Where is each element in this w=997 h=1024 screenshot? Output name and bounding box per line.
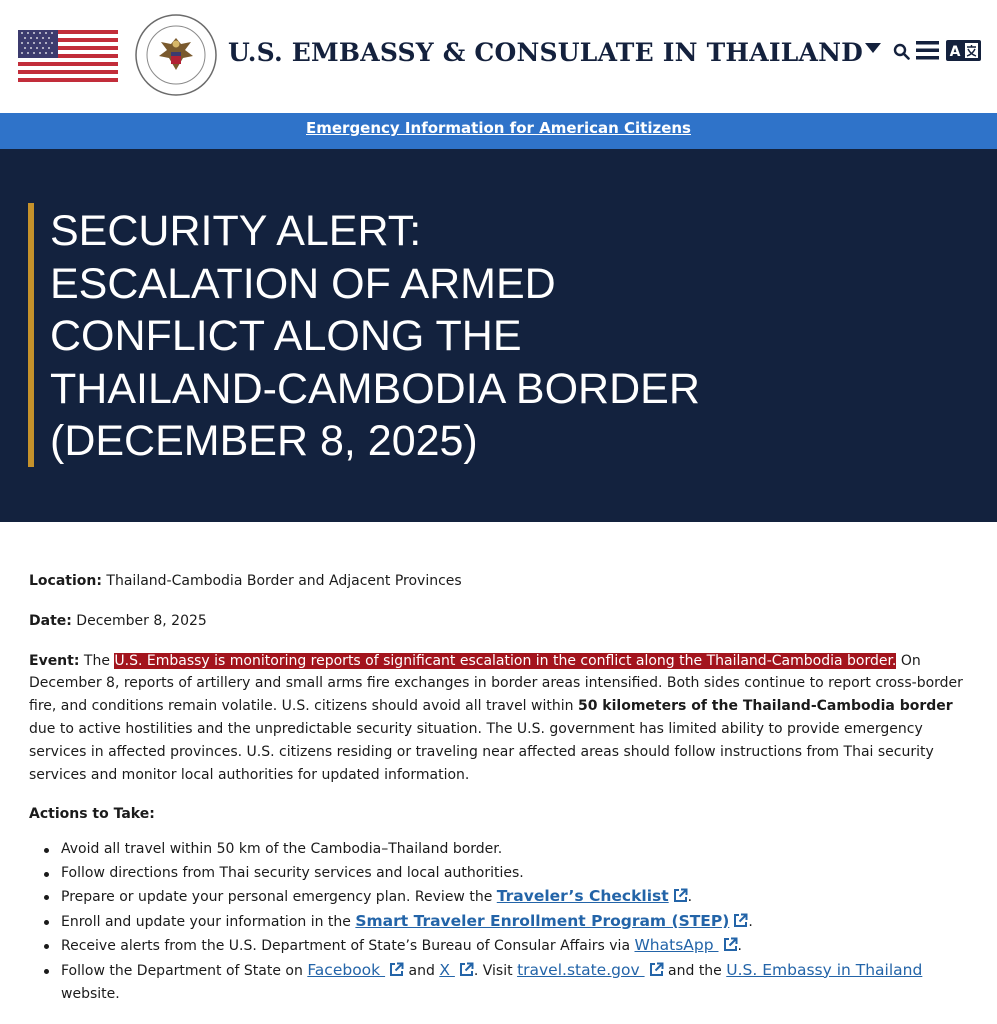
page-title xyxy=(50,205,950,468)
title-line: ESCALATION OF ARMED xyxy=(50,259,556,308)
list-item xyxy=(43,885,974,910)
action-end: . xyxy=(737,938,742,955)
bullet-icon xyxy=(44,969,49,974)
action-visit: . Visit xyxy=(473,962,518,979)
list-item xyxy=(43,838,974,862)
link-label[interactable]: Facebook xyxy=(307,960,386,979)
embassy-website-link[interactable]: U.S. Embassy in Thailand xyxy=(726,960,923,979)
title-line: (DECEMBER 8, 2025) xyxy=(50,417,478,465)
title-line: THAILAND-CAMBODIA BORDER xyxy=(50,364,700,413)
list-item xyxy=(43,862,974,886)
hero-accent-rule xyxy=(28,203,34,467)
bullet-icon xyxy=(44,848,49,853)
action-text: Avoid all travel within 50 km of the Cambodia–Thailand border. xyxy=(61,841,503,858)
actions-list xyxy=(43,838,974,1007)
action-text: Prepare or update your personal emergency plan. Review the xyxy=(61,889,497,906)
link-label[interactable]: travel.state.gov xyxy=(517,960,645,979)
list-item xyxy=(43,934,974,959)
travelers-checklist-link[interactable] xyxy=(497,887,688,905)
action-text: Follow directions from Thai security services and local authorities. xyxy=(61,864,524,881)
action-end: website. xyxy=(61,986,120,1003)
action-and-2: and the xyxy=(663,962,727,979)
event-label: Event: xyxy=(29,652,80,669)
bullet-icon xyxy=(44,895,49,900)
search-icon[interactable] xyxy=(893,43,910,60)
event-text-2: due to active hostilities and the unpredictable security situation. The U.S. government has limited ability to provide emergency services in affected provinces. U.S. citizens residing or traveling near affected areas should follow instructions from Thai security services and monitor local authorities for updated information. xyxy=(29,720,934,783)
hero-banner xyxy=(0,149,997,522)
link-label[interactable]: Traveler’s Checklist xyxy=(496,887,669,906)
date-value: December 8, 2025 xyxy=(71,612,207,629)
action-and: and xyxy=(404,962,440,979)
list-item xyxy=(43,959,974,1007)
bullet-icon xyxy=(44,920,49,925)
external-link-icon[interactable] xyxy=(673,888,688,903)
list-item xyxy=(43,910,974,935)
x-link[interactable] xyxy=(439,961,474,979)
facebook-link[interactable] xyxy=(307,961,404,979)
us-flag-icon[interactable] xyxy=(18,30,118,82)
action-end: . xyxy=(748,913,753,930)
site-title[interactable]: U.S. EMBASSY & CONSULATE IN THAILAND xyxy=(228,38,864,67)
location-label: Location: xyxy=(29,573,102,589)
travel-state-gov-link[interactable] xyxy=(517,961,664,979)
svg-text:A: A xyxy=(949,44,961,60)
event-distance: 50 kilometers of the Thailand-Cambodia border xyxy=(577,698,953,715)
menu-icon[interactable] xyxy=(916,41,939,60)
external-link-icon[interactable] xyxy=(459,962,474,977)
event-highlight: U.S. Embassy is monitoring reports of significant escalation in the conflict along the Thailand-Cambodia border. xyxy=(114,652,897,669)
emergency-banner xyxy=(0,113,997,149)
translate-icon[interactable] xyxy=(946,40,981,61)
link-label[interactable]: Smart Traveler Enrollment Program (STEP) xyxy=(355,911,730,930)
event-the: The xyxy=(79,652,115,669)
action-text: Receive alerts from the U.S. Department of State’s Bureau of Consular Affairs via xyxy=(61,938,635,955)
bullet-icon xyxy=(44,944,49,949)
header-tools xyxy=(863,38,983,62)
external-link-icon[interactable] xyxy=(389,962,404,977)
event-text-1: On December 8, reports of artillery and small arms fire exchanges in border areas intensified. Both sides continue to report cross-border fire, and conditions remain volatile. U.S. citizens should avoid all travel within xyxy=(29,652,963,715)
step-enrollment-link[interactable] xyxy=(355,912,748,930)
action-text: Enroll and update your information in the xyxy=(61,913,356,930)
action-text: Follow the Department of State on xyxy=(61,962,308,979)
link-label[interactable]: X xyxy=(439,960,455,979)
event-paragraph xyxy=(29,650,974,787)
date-paragraph xyxy=(29,610,974,633)
alert-content xyxy=(29,570,974,1007)
link-label[interactable]: WhatsApp xyxy=(634,936,719,955)
location-value: Thailand-Cambodia Border and Adjacent Provinces xyxy=(101,573,462,589)
whatsapp-link[interactable] xyxy=(634,936,737,954)
emergency-info-link[interactable]: Emergency Information for American Citizens xyxy=(306,119,691,137)
location-paragraph xyxy=(29,570,974,593)
actions-heading: Actions to Take: xyxy=(29,806,155,823)
bullet-icon xyxy=(44,872,49,877)
external-link-icon[interactable] xyxy=(733,913,748,928)
external-link-icon[interactable] xyxy=(723,937,738,952)
title-line: CONFLICT ALONG THE xyxy=(50,312,522,360)
site-header xyxy=(0,0,997,113)
us-mission-seal-icon[interactable] xyxy=(135,14,217,96)
date-label: Date: xyxy=(29,612,72,629)
dropdown-caret-icon[interactable] xyxy=(865,43,881,53)
external-link-icon[interactable] xyxy=(649,962,664,977)
action-end: . xyxy=(687,889,693,906)
title-line: SECURITY ALERT: xyxy=(50,207,422,255)
